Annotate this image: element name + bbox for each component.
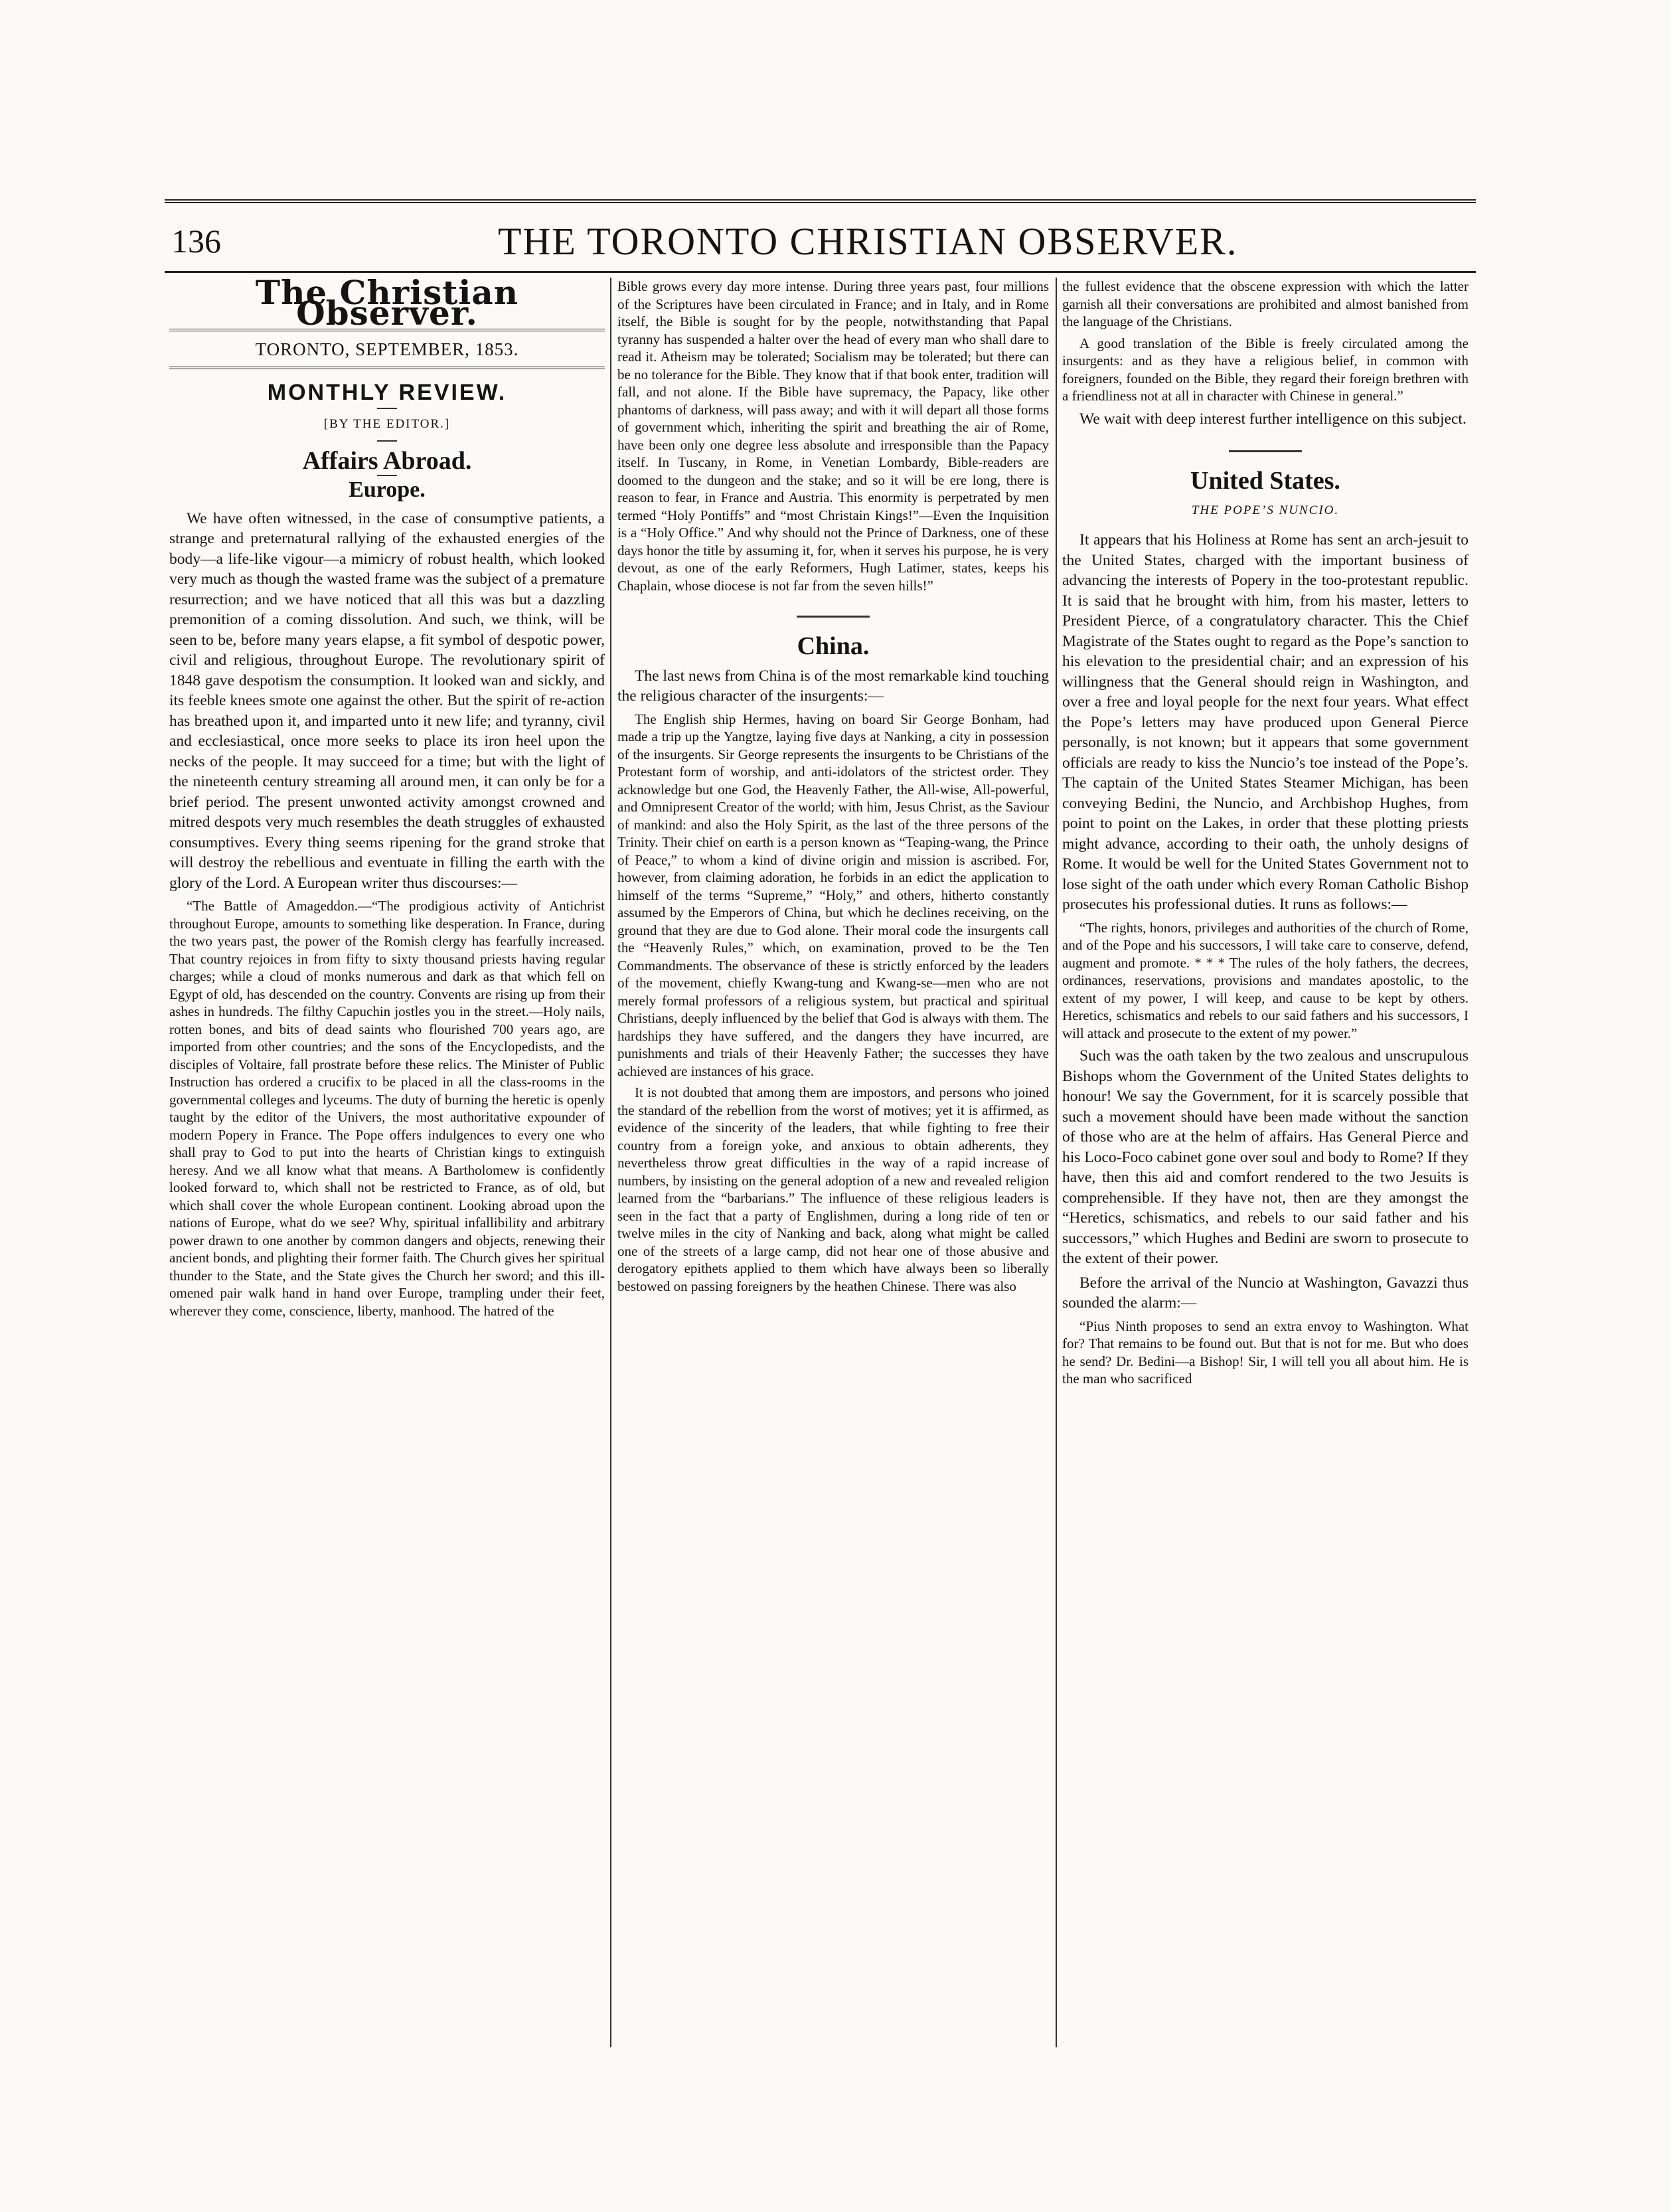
paragraph: We wait with deep interest further intelligence on this subject. — [1079, 410, 1467, 428]
quote-paragraph: It is not doubted that among them are impostors, and persons who joined the standard of the rebellion from the worst of motives; yet it is affirmed, as evidence of the sincerity of the leaders, that while fighting to free their country from a foreign yoke, and anxious to obtain adherents, they nevertheless throw great difficulties in the way of a rapid increase of numbers, by insisting on the general adoption of a new and revealed religion learned from the “barbarians.” The influence of these religious leaders is seen in the fact that a party of Englishmen, during a long ride of ten or twelve miles in the city of Nanking and back, along what might be called one of the streets of a large camp, did not hear one of those abusive and derogatory epithets applied to them which have always been so liberally bestowed on passing foreigners by the heathen Chinese. There was also — [617, 1084, 1049, 1294]
review-title: MONTHLY REVIEW. — [267, 379, 507, 405]
quote-paragraph: A good translation of the Bible is freely circulated among the insurgents: and as they have a religious belief, in common with foreigners, founded on the Bible, they regard their foreign brethren with a friendliness not at all in character with Chinese in general.” — [1062, 335, 1469, 404]
subsection-heading: Europe. — [349, 477, 426, 502]
top-rule — [165, 199, 1476, 203]
divider — [377, 475, 397, 476]
subsection-heading: THE POPE’S NUNCIO. — [1191, 503, 1340, 517]
paragraph: It appears that his Holiness at Rome has sent an arch-jesuit to the United States, charged with the important business of advancing the interests of Popery in the too-protestant republic. It is said that he brought with him, from his master, letters to President Pierce, of a congratulatory character. This the Chief Magistrate of the States ought to regard as the Pope’s sanction to his elevation to the presidential chair; and an expression of his willingness that the General should reign in Washington, and over a free and loyal people for the next four years. What effect the Pope’s letters may have produced upon General Pierce personally, is not known; but it appears that some government officials are ready to kiss the Nuncio’s toe instead of the Pope’s. The captain of the United States Steamer Michigan, has been conveying Bedini, the Nuncio, and Archbishop Hughes, from point to point on the Lakes, in order that these plotting priests might advance, according to their oath, the unholy designs of Rome. It would be well for the United States Government not to lose sight of the oath under which every Roman Catholic Bishop prosecutes his professional duties. It runs as follows:— — [1062, 531, 1469, 913]
column-2 — [617, 278, 1049, 2047]
divider — [377, 440, 397, 442]
column-3 — [1062, 278, 1469, 2047]
quote-paragraph: Bible grows every day more intense. During three years past, four millions of the Scriptures have been circulated in France; and in Italy, and in Rome itself, the Bible is sought for by the people, notwithstanding that Papal tyranny has suspended a halter over the head of every man who shall dare to read it. Atheism may be tolerated; Socialism may be tolerated; but there can be no tolerance for the Bible. They know that if that book enter, tradition will fall, and not alone. If the Bible have supremacy, the Papacy, like other phantoms of darkness, will pass away; and with it will depart all those forms of government which, inheriting the spirit and breathing the air of Rome, have been only one degree less absolute and irresponsible than the Papacy itself. In Tuscany, in Rome, in Venetian Lombardy, Bible-readers are doomed to the dungeon and the stake; and so it will be ere long, there is reason to fear, in France and Austria. This enormity is perpetrated by men termed “Holy Pontiffs” and “most Christain Kings!”—Even the Inquisition is a “Holy Office.” And why should not the Prince of Darkness, one of these days honor the title by assuming it, for, when it serves his purpose, he is very devout, as one of the early Reformers, Hugh Latimer, states, keeps his Chaplain, whose diocese is not far from the seven hills!” — [617, 278, 1049, 594]
column-divider — [1056, 278, 1057, 2047]
dateline: TORONTO, SEPTEMBER, 1853. — [255, 339, 519, 359]
section-heading: United States. — [1190, 467, 1340, 495]
paragraph: Such was the oath taken by the two zealous and unscrupulous Bishops whom the Government of the United States delights to honour! We say the Government, for it is scarcely possible that such a movement should have been made without the sanction of those who are at the helm of affairs. Has General Pierce and his Loco-Foco cabinet gone over soul and body to Rome? If they have, then this aid and comfort rendered to the two Jesuits is comprehensible. If they have not, then are they amongst the “Heretics, schismatics, and rebels to our said father and his successors,” which Hughes and Bedini are sworn to prosecute to the extent of their power. — [1062, 1047, 1469, 1267]
divider — [1229, 450, 1302, 452]
quote-paragraph: the fullest evidence that the obscene expression with which the latter garnish all their conversations are prohibited and almost banished from the language of the Christians. — [1062, 278, 1469, 329]
header-rule — [165, 271, 1476, 273]
column-divider — [610, 278, 611, 2047]
divider — [377, 408, 397, 409]
page-number: 136 — [171, 222, 221, 260]
section-heading: Affairs Abroad. — [302, 446, 472, 475]
paragraph: The last news from China is of the most remarkable kind touching the religious character of the insurgents:— — [617, 667, 1049, 705]
masthead: THE TORONTO CHRISTIAN OBSERVER. — [498, 220, 1238, 263]
quote-paragraph: “The rights, honors, privileges and authorities of the church of Rome, and of the Pope and his successors, I will take care to conserve, defend, augment and promote. * * * The rules of the holy fathers, the decrees, ordinances, reservations, provisions and mandates apostolic, to the extent of my power, I will keep, and cause to be kept by others. Heretics, schismatics and rebels to our said fathers and his successors, I will attack and prosecute to the extent of my power.” — [1062, 919, 1469, 1041]
byline: [BY THE EDITOR.] — [323, 417, 451, 431]
divider — [169, 367, 605, 369]
nameplate: The Christian Observer. — [255, 278, 519, 333]
paragraph: We have often witnessed, in the case of consumptive patients, a strange and preternatural rallying of the exhausted energies of the body—a life-like vigour—a mimicry of robust health, which looked very much as though the wasted frame was the subject of a premature resurrection; and we have noticed that all this was but a dazzling premonition of a coming dissolution. And such, we think, will be seen to be, before many years elapse, a fit symbol of despotic power, civil and religious, throughout Europe. The revolutionary spirit of 1848 gave despotism the consumption. It looked wan and sickly, and its feeble knees smote one against the other. But the spirit of re-action has breathed upon it, and imparted unto it new life; and tyranny, civil and ecclesiastical, once more seeks to place its iron heel upon the necks of the people. It may succeed for a time; but with the light of the nineteenth century streaming all around men, it can only be for a brief period. The present unwonted activity amongst crowned and mitred despots very much resembles the death struggles of exhausted consumptives. Every thing seems ripening for the grand stroke that will destroy the rebellious and eventuate in filling the earth with the glory of the Lord. A European writer thus discourses:— — [169, 509, 605, 892]
page-header — [166, 219, 1467, 266]
quote-paragraph: “Pius Ninth proposes to send an extra envoy to Washington. What for? That remains to be found out. But that is not for me. But who does he send? Dr. Bedini—a Bishop! Sir, I will tell you all about him. He is the man who sacrificed — [1062, 1318, 1469, 1387]
column-1 — [169, 278, 605, 2047]
paragraph: Before the arrival of the Nuncio at Washington, Gavazzi thus sounded the alarm:— — [1062, 1274, 1469, 1312]
quote-paragraph: The English ship Hermes, having on board Sir George Bonham, had made a trip up the Yangtze, laying five days at Nanking, a city in possession of the insurgents. Sir George represents the insurgents to be Christians of the Protestant form of worship, and anti-idolators of the strictest order. They acknowledge but one God, the Heavenly Father, the All-wise, All-powerful, and Omnipresent Creator of the world; with him, Jesus Christ, as the Saviour of mankind: and also the Holy Spirit, as the last of the three persons of the Trinity. Their chief on earth is a person known as “Teaping-wang, the Prince of Peace,” to whom a kind of divine origin and mission is ascribed. For, however, from claiming adoration, he forbids in an edict the application to himself of the terms “Supreme,” “Holy,” and others, hitherto constantly assumed by the Emperors of China, but which he declines receiving, on the ground that they are due to God alone. Their moral code the insurgents call the “Heavenly Rules,” which, on examination, proved to be the Ten Commandments. The observance of these is strictly enforced by the leaders of the movement, chiefly Kwang-tung and Kwang-se—men who are not merely formal professors of a religious system, but practical and spiritual Christians, deeply influenced by the belief that God is always with them. The hardships they have suffered, and the dangers they have incurred, are punishments and trials of their Heavenly Father; the successes they have achieved are instances of his grace. — [617, 711, 1049, 1079]
quote-paragraph: “The Battle of Amageddon.—“The prodigious activity of Antichrist throughout Europe, amounts to something like desperation. In France, during the two years past, the power of the Romish clergy has fearfully increased. That country rejoices in from fifty to sixty thousand priests having regular charges; while a cloud of monks numerous and dark as that which fell on Egypt of old, has descended on the country. Convents are rising up from their ashes in hundreds. The filthy Capuchin jostles you in the street.—Holy nails, rotten bones, and bits of dead saints who flourished 700 years ago, are imported from other countries; and the sons of the Encyclopedists, and the disciples of Voltaire, fall prostrate before these relics. The Minister of Public Instruction has ordered a crucifix to be placed in all the class-rooms in the governmental colleges and lyceums. The duty of burning the heretic is openly taught by the editor of the Univers, the most authoritative expounder of modern Popery in France. The Pope offers indulgences to every one who shall pray to God to put into the hearts of Christian kings to extinguish heresy. And we all know what that means. A Bartholomew is confidently looked forward to, which shall not be restricted to France, as of old, but which shall cover the whole European continent. Looking abroad upon the nations of Europe, what do we see? Why, spiritual infallibility and arbitrary power drawn to one another by common dangers and objects, renewing their ancient bonds, and plighting their former faith. The Church gives her spiritual thunder to the State, and the State gives the Church her sword; and this ill-omened pair walk hand in hand over Europe, trampling under their feet, wherever they come, conscience, liberty, manhood. The hatred of the — [169, 898, 605, 1319]
section-heading: China. — [797, 632, 870, 660]
divider — [797, 616, 870, 618]
